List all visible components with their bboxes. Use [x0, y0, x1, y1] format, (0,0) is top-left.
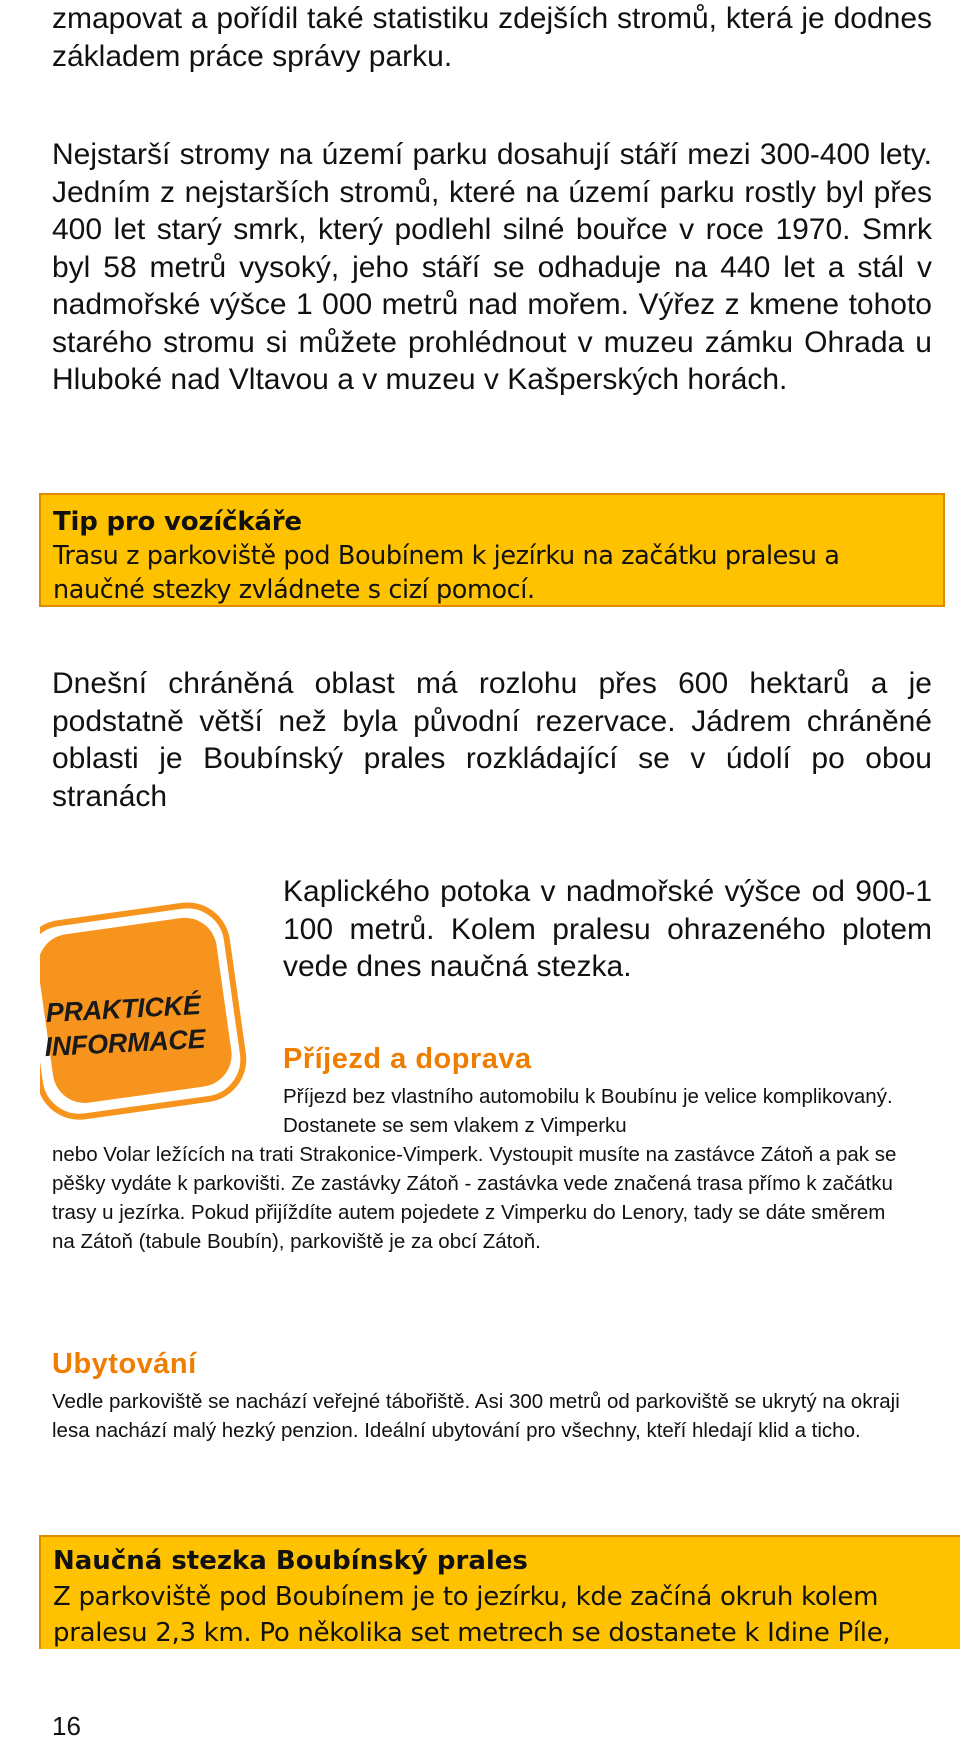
nature-trail-box [39, 1535, 960, 1649]
arrival-paragraph: nebo Volar ležících na trati Strakonice-Vimperk. Vystoupit musíte na zastávce Zátoň a pak se pěšky vydáte k parkovišti. Ze zastávky Zátoň - zastávka vede značená trasa přímo k začátku trasy u jezírka. Pokud přijíždíte autem pojedete z Vimperku do Lenory, tady se dáte směrem na Zátoň (tabule Boubín), parkoviště je za obcí Zátoň. [52, 1143, 897, 1253]
page-number: 16 [52, 1711, 81, 1741]
arrival-heading: Příjezd a doprava [283, 1043, 532, 1075]
trail-text-line-1: Z parkoviště pod Boubínem je to jezírku, kde začíná okruh kolem [53, 1582, 879, 1612]
kaplicky-paragraph: Kaplického potoka v nadmořské výšce od 900-1 100 metrů. Kolem pralesu ohrazeného plotem vede dnes naučná stezka. [283, 875, 932, 983]
practical-info-badge [0, 880, 260, 1130]
arrival-intro: Příjezd bez vlastního automobilu k Boubínu je velice komplikovaný. Dostanete se sem vlakem z Vimperku [283, 1085, 893, 1137]
intro-paragraph: zmapovat a pořídil také statistiku zdejších stromů, která je dodnes základem práce správy parku. [52, 2, 932, 73]
badge-line-1: PRAKTICKÉ [45, 989, 202, 1029]
tip-title: Tip pro vozíčkáře [53, 507, 302, 537]
badge-label [12, 986, 235, 1065]
tip-text: Trasu z parkoviště pod Boubínem k jezírku na začátku pralesu a naučné stezky zvládnete s cizí pomocí. [53, 541, 840, 605]
badge-line-2: INFORMACE [43, 1023, 206, 1063]
wheelchair-tip-box [39, 493, 945, 607]
accommodation-paragraph: Vedle parkoviště se nachází veřejné tábořiště. Asi 300 metrů od parkoviště se ukrytý na okraji lesa nachází malý hezký penzion. Ideální ubytování pro všechny, kteří hledají klid a ticho. [52, 1390, 900, 1442]
oldest-trees-paragraph: Nejstarší stromy na území parku dosahují stáří mezi 300-400 lety. Jedním z nejstarších stromů, které na území parku rostly byl přes 400 let starý smrk, který podlehl silné bouřce v roce 1970. Smrk byl 58 metrů vysoký, jeho stáří se odhaduje na 440 let a stál v nadmořské výšce 1 000 metrů nad mořem. Výřez z kmene tohoto starého stromu si můžete prohlédnout v muzeu zámku Ohrada u Hluboké nad Vltavou a v muzeu v Kašperských horách. [52, 138, 932, 396]
trail-title: Naučná stezka Boubínský prales [53, 1546, 528, 1576]
accommodation-heading: Ubytování [52, 1348, 197, 1380]
protected-area-paragraph: Dnešní chráněná oblast má rozlohu přes 600 hektarů a je podstatně větší než byla původní rezervace. Jádrem chráněné oblasti je Boubínský prales rozkládající se v údolí po obou stranách [52, 667, 932, 813]
trail-text-line-2: pralesu 2,3 km. Po několika set metrech se dostanete k Idine Píle, [53, 1618, 891, 1648]
